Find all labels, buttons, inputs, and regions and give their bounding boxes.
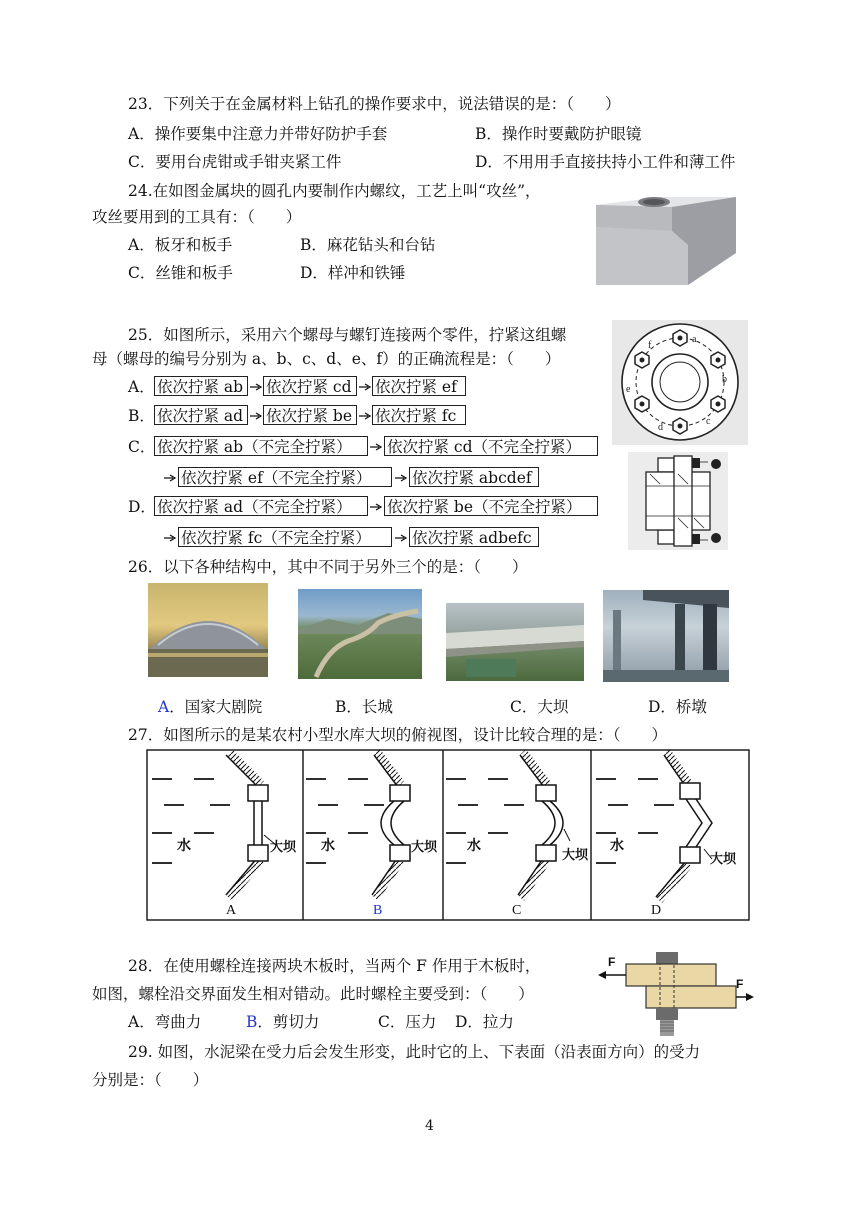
q26-option-a bbox=[158, 697, 262, 717]
arrow-right-icon bbox=[250, 412, 262, 420]
q26-option-a-letter: A bbox=[158, 698, 170, 716]
q27-dam-label-d: 大坝 bbox=[710, 852, 737, 867]
q27-caption-a: A bbox=[226, 903, 237, 918]
metal-block-figure bbox=[592, 193, 740, 288]
nut-label-b: b bbox=[722, 374, 727, 385]
q23-stem: 23．下列关于在金属材料上钻孔的操作要求中，说法错误的是：（ ） bbox=[128, 95, 621, 113]
q28-option-b-letter: B bbox=[246, 1013, 258, 1031]
q24-option-b: B．麻花钻头和台钻 bbox=[300, 236, 436, 254]
nut-label-a: a bbox=[692, 334, 697, 345]
q26-stem: 26．以下各种结构中，其中不同于另外三个的是：（ ） bbox=[128, 558, 528, 576]
q25-stem-line1: 25．如图所示，采用六个螺母与螺钉连接两个零件，拧紧这组螺 bbox=[128, 326, 567, 344]
q27-dam-label-b: 大坝 bbox=[411, 840, 438, 855]
q29-stem-line2: 分别是：（ ） bbox=[92, 1071, 209, 1089]
photo-dam bbox=[446, 603, 584, 681]
q25-c-step-1: 依次拧紧 ab（不完全拧紧） bbox=[154, 436, 368, 456]
q28-option-b-text: ．剪切力 bbox=[257, 1013, 320, 1031]
photo-bridge-pier bbox=[603, 590, 729, 682]
arrow-right-icon bbox=[359, 383, 371, 391]
q25-b-step-1: 依次拧紧 ad bbox=[154, 405, 248, 425]
q25-d-step-2: 依次拧紧 be（不完全拧紧） bbox=[384, 496, 598, 516]
q25-c-step-4: 依次拧紧 abcdef bbox=[409, 467, 539, 487]
photo-national-grand-theatre bbox=[148, 583, 268, 677]
q24-stem-line1: 24.在如图金属块的圆孔内要制作内螺纹，工艺上叫“攻丝”， bbox=[128, 182, 541, 200]
q27-dam-label-c: 大坝 bbox=[562, 848, 589, 863]
q25-b-step-3: 依次拧紧 fc bbox=[372, 405, 466, 425]
flange-section-figure bbox=[628, 452, 728, 550]
nut-label-d: d bbox=[658, 422, 663, 433]
nut-label-c: c bbox=[706, 416, 711, 427]
q25-option-b-letter: B． bbox=[128, 407, 155, 425]
q25-c-step-2: 依次拧紧 cd（不完全拧紧） bbox=[384, 436, 598, 456]
flange-top-view-figure bbox=[612, 320, 748, 445]
q25-d-step-1: 依次拧紧 ad（不完全拧紧） bbox=[154, 496, 368, 516]
q25-c-step-3: 依次拧紧 ef（不完全拧紧） bbox=[178, 467, 392, 487]
nut-label-f: f bbox=[648, 340, 652, 351]
q25-a-step-3: 依次拧紧 ef bbox=[372, 376, 466, 396]
q24-option-c: C．丝锥和板手 bbox=[128, 264, 233, 282]
q23-option-c: C．要用台虎钳或手钳夹紧工件 bbox=[128, 153, 342, 171]
q24-option-a: A．板牙和板手 bbox=[128, 236, 233, 254]
arrow-right-icon bbox=[395, 534, 407, 542]
q27-dam-label-a: 大坝 bbox=[270, 840, 297, 855]
q27-caption-d: D bbox=[651, 903, 662, 918]
arrow-right-icon bbox=[370, 503, 382, 511]
nut-label-e: e bbox=[626, 384, 631, 395]
q25-b-step-2: 依次拧紧 be bbox=[263, 405, 357, 425]
q24-option-d: D．样冲和铁锤 bbox=[300, 264, 406, 282]
q23-option-b: B．操作时要戴防护眼镜 bbox=[475, 125, 642, 143]
arrow-right-icon bbox=[370, 443, 382, 451]
q26-option-d: D．桥墩 bbox=[648, 698, 707, 716]
q25-a-step-1: 依次拧紧 ab bbox=[154, 376, 248, 396]
q25-d-step-3: 依次拧紧 fc（不完全拧紧） bbox=[178, 527, 392, 547]
q28-option-a: A．弯曲力 bbox=[128, 1013, 202, 1031]
q27-water-label-d: 水 bbox=[610, 838, 624, 854]
q27-stem: 27．如图所示的是某农村小型水库大坝的俯视图，设计比较合理的是：（ ） bbox=[128, 726, 667, 744]
arrow-right-icon bbox=[359, 412, 371, 420]
q26-option-a-text: ．国家大剧院 bbox=[169, 698, 263, 716]
arrow-right-icon bbox=[395, 474, 407, 482]
q28-stem-line1: 28．在使用螺栓连接两块木板时，当两个 F 作用于木板时， bbox=[128, 957, 541, 975]
force-label-left: F bbox=[608, 955, 616, 969]
bolt-shear-figure bbox=[596, 950, 756, 1042]
q25-a-step-2: 依次拧紧 cd bbox=[263, 376, 357, 396]
arrow-right-icon bbox=[250, 383, 262, 391]
q28-option-d: D．拉力 bbox=[455, 1013, 514, 1031]
q26-option-c: C．大坝 bbox=[510, 698, 569, 716]
q25-d-step-4: 依次拧紧 adbefc bbox=[409, 527, 539, 547]
q27-water-label-c: 水 bbox=[467, 838, 481, 854]
q24-stem-line2: 攻丝要用到的工具有：（ ） bbox=[92, 208, 302, 226]
q28-stem-line2: 如图，螺栓沿交界面发生相对错动。此时螺栓主要受到：（ ） bbox=[92, 985, 534, 1003]
q25-option-c-letter: C． bbox=[128, 438, 156, 456]
q27-water-label-b: 水 bbox=[321, 838, 335, 854]
page-number: 4 bbox=[425, 1118, 434, 1134]
photo-great-wall bbox=[298, 589, 422, 679]
q28-option-b bbox=[246, 1012, 319, 1032]
q25-option-d-letter: D． bbox=[128, 498, 156, 516]
arrow-right-icon bbox=[164, 534, 176, 542]
force-label-right: F bbox=[736, 977, 744, 991]
q26-option-b: B．长城 bbox=[335, 698, 393, 716]
dam-designs-figure bbox=[146, 749, 750, 921]
q27-caption-b: B bbox=[373, 903, 383, 918]
arrow-right-icon bbox=[164, 474, 176, 482]
q23-option-a: A．操作要集中注意力并带好防护手套 bbox=[128, 125, 388, 143]
q25-stem-line2: 母（螺母的编号分别为 a、b、c、d、e、f）的正确流程是：（ ） bbox=[92, 350, 561, 368]
q25-option-a-letter: A． bbox=[128, 378, 155, 396]
q23-option-d: D．不用用手直接扶持小工件和薄工件 bbox=[475, 153, 736, 171]
q27-caption-c: C bbox=[512, 903, 522, 918]
q28-option-c: C．压力 bbox=[378, 1013, 437, 1031]
q29-stem-line1: 29. 如图，水泥梁在受力后会发生形变，此时它的上、下表面（沿表面方向）的受力 bbox=[128, 1043, 701, 1061]
q27-water-label-a: 水 bbox=[177, 838, 191, 854]
